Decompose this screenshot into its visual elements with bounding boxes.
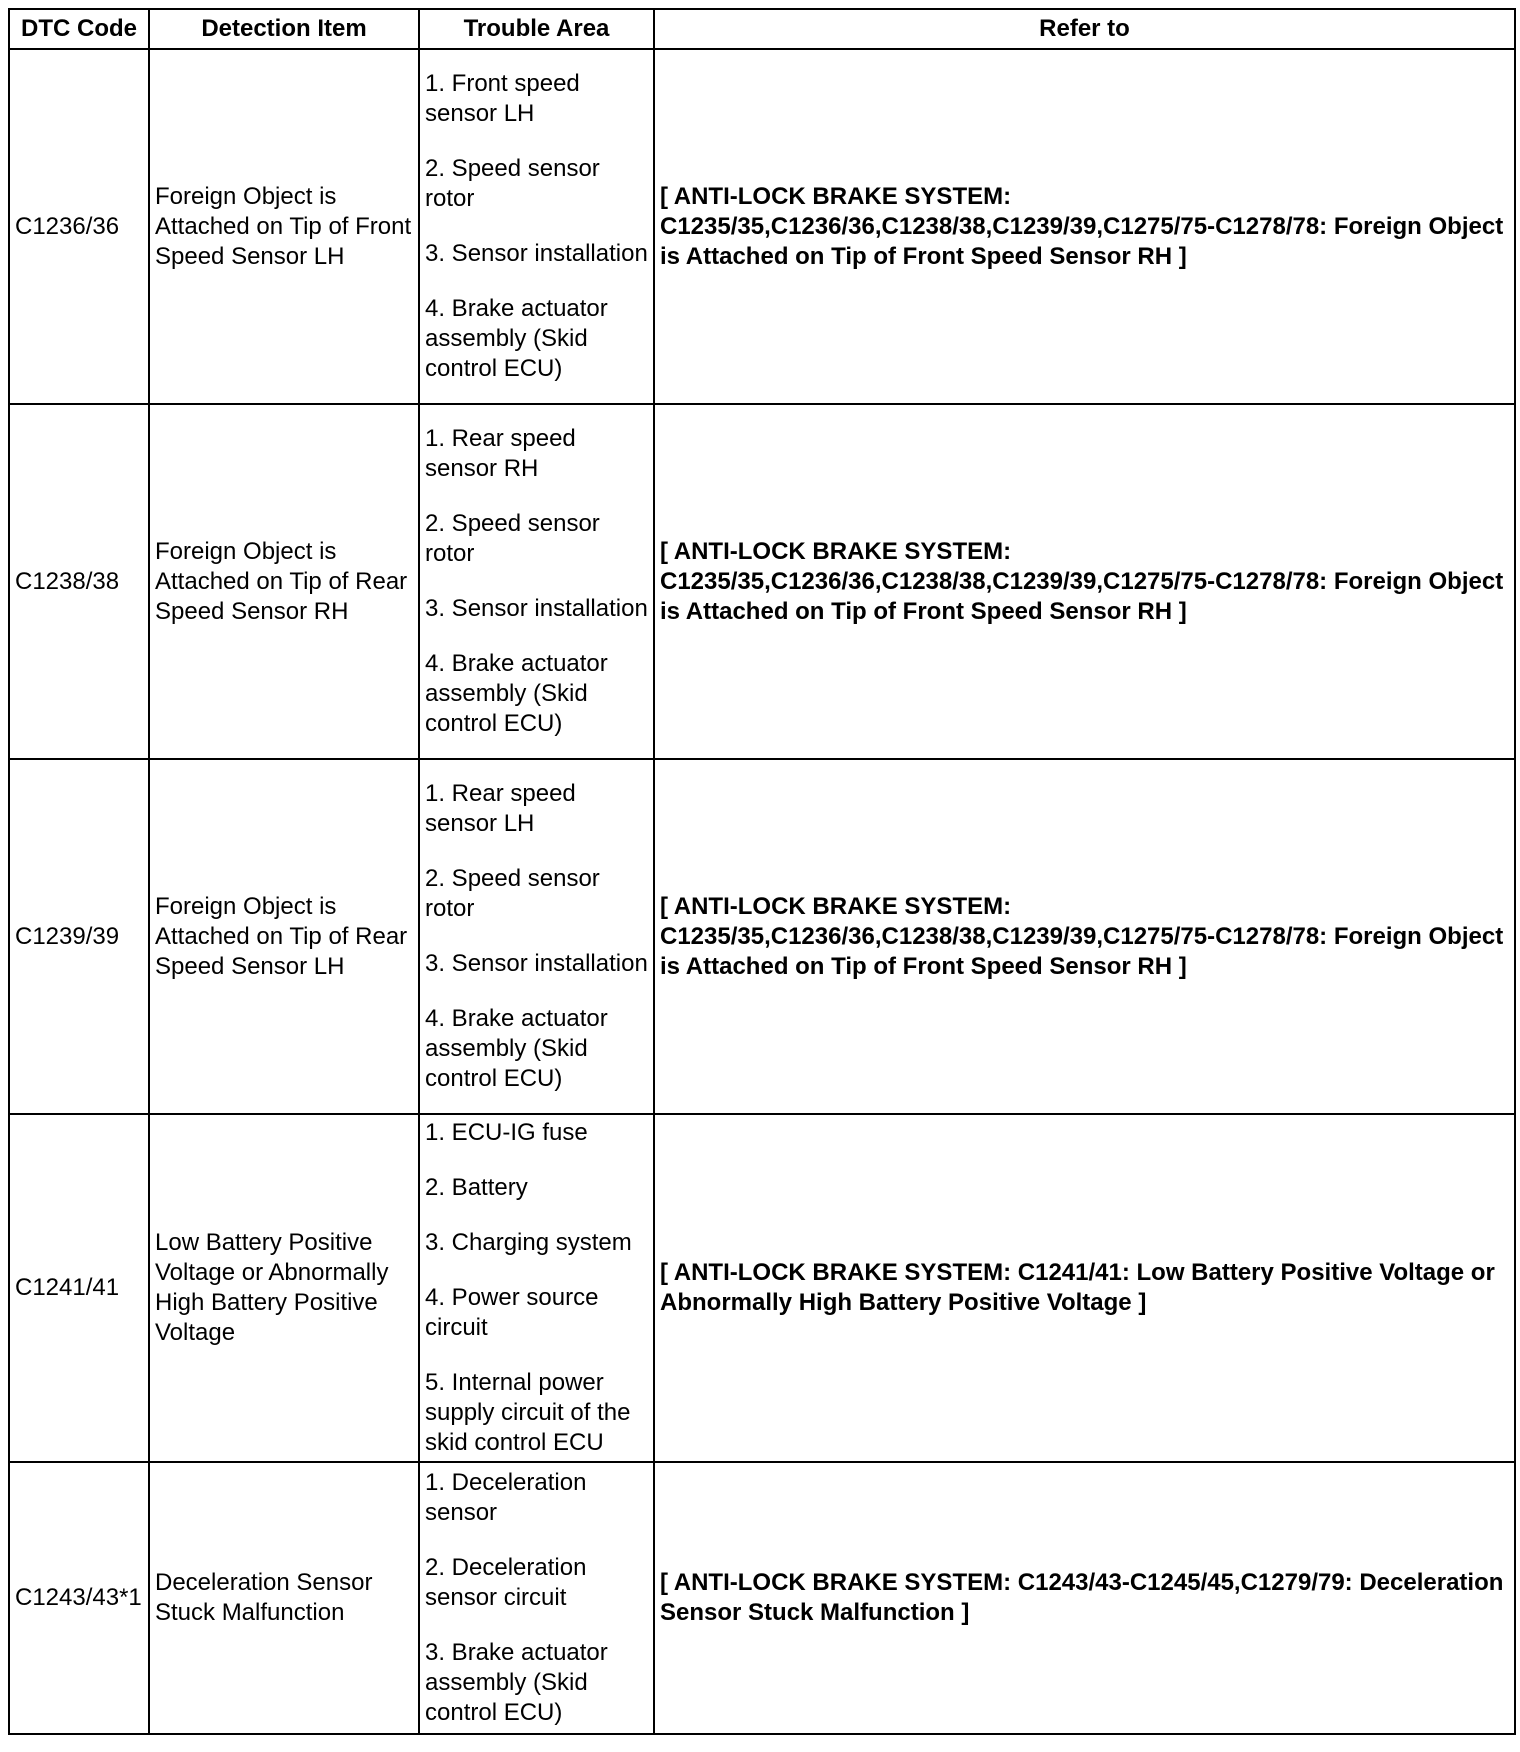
table-row	[9, 759, 1515, 1114]
trouble-area-cell	[419, 759, 654, 1114]
dtc-code-cell: C1238/38	[9, 404, 149, 759]
trouble-area-item: 2. Speed sensor rotor	[425, 155, 600, 212]
dtc-code-cell: C1243/43*1	[9, 1462, 149, 1734]
trouble-area-item: 4. Brake actuator assembly (Skid control ECU)	[425, 650, 608, 737]
detection-item-cell: Foreign Object is Attached on Tip of Rear Speed Sensor LH	[149, 759, 419, 1114]
table-row	[9, 49, 1515, 404]
header-row	[9, 9, 1515, 49]
trouble-area-item: 1. Rear speed sensor RH	[425, 425, 576, 482]
trouble-area-item: 1. Deceleration sensor	[425, 1469, 587, 1526]
dtc-sheet	[8, 8, 1516, 1735]
trouble-area-list	[425, 1118, 648, 1458]
trouble-area-item: 2. Battery	[425, 1174, 528, 1201]
dtc-code-cell: C1236/36	[9, 49, 149, 404]
trouble-area-list	[425, 424, 648, 739]
refer-to-link[interactable]: [ ANTI-LOCK BRAKE SYSTEM: C1235/35,C1236/36,C1238/38,C1239/39,C1275/75-C1278/78: Foreign Object is Attached on Tip of Front Speed Sensor RH ]	[654, 759, 1515, 1114]
trouble-area-item: 2. Deceleration sensor circuit	[425, 1554, 587, 1611]
detection-item-cell: Foreign Object is Attached on Tip of Rear Speed Sensor RH	[149, 404, 419, 759]
trouble-area-item: 3. Charging system	[425, 1229, 632, 1256]
trouble-area-item: 4. Brake actuator assembly (Skid control ECU)	[425, 1005, 608, 1092]
table-row	[9, 1462, 1515, 1734]
trouble-area-cell	[419, 49, 654, 404]
header-detection-item: Detection Item	[149, 9, 419, 49]
trouble-area-item: 4. Power source circuit	[425, 1284, 599, 1341]
trouble-area-item: 3. Brake actuator assembly (Skid control ECU)	[425, 1639, 608, 1726]
trouble-area-item: 2. Speed sensor rotor	[425, 865, 600, 922]
header-trouble-area: Trouble Area	[419, 9, 654, 49]
detection-item-cell: Deceleration Sensor Stuck Malfunction	[149, 1462, 419, 1734]
trouble-area-cell	[419, 1462, 654, 1734]
header-dtc-code: DTC Code	[9, 9, 149, 49]
trouble-area-cell	[419, 404, 654, 759]
trouble-area-item: 1. ECU-IG fuse	[425, 1119, 588, 1146]
trouble-area-item: 3. Sensor installation	[425, 595, 648, 622]
trouble-area-cell	[419, 1114, 654, 1462]
trouble-area-item: 1. Front speed sensor LH	[425, 70, 580, 127]
table-row	[9, 1114, 1515, 1462]
trouble-area-item: 3. Sensor installation	[425, 950, 648, 977]
refer-to-link[interactable]: [ ANTI-LOCK BRAKE SYSTEM: C1241/41: Low Battery Positive Voltage or Abnormally High Battery Positive Voltage ]	[654, 1114, 1515, 1462]
detection-item-cell: Low Battery Positive Voltage or Abnormally High Battery Positive Voltage	[149, 1114, 419, 1462]
table-row	[9, 404, 1515, 759]
trouble-area-list	[425, 779, 648, 1094]
dtc-table	[8, 8, 1516, 1735]
trouble-area-list	[425, 1468, 648, 1728]
header-refer-to: Refer to	[654, 9, 1515, 49]
trouble-area-item: 2. Speed sensor rotor	[425, 510, 600, 567]
trouble-area-item: 4. Brake actuator assembly (Skid control ECU)	[425, 295, 608, 382]
dtc-code-cell: C1241/41	[9, 1114, 149, 1462]
dtc-code-cell: C1239/39	[9, 759, 149, 1114]
refer-to-link[interactable]: [ ANTI-LOCK BRAKE SYSTEM: C1235/35,C1236/36,C1238/38,C1239/39,C1275/75-C1278/78: Foreign Object is Attached on Tip of Front Speed Sensor RH ]	[654, 49, 1515, 404]
detection-item-cell: Foreign Object is Attached on Tip of Front Speed Sensor LH	[149, 49, 419, 404]
refer-to-link[interactable]: [ ANTI-LOCK BRAKE SYSTEM: C1243/43-C1245/45,C1279/79: Deceleration Sensor Stuck Malfunction ]	[654, 1462, 1515, 1734]
refer-to-link[interactable]: [ ANTI-LOCK BRAKE SYSTEM: C1235/35,C1236/36,C1238/38,C1239/39,C1275/75-C1278/78: Foreign Object is Attached on Tip of Front Speed Sensor RH ]	[654, 404, 1515, 759]
trouble-area-item: 1. Rear speed sensor LH	[425, 780, 576, 837]
trouble-area-item: 5. Internal power supply circuit of the skid control ECU	[425, 1369, 631, 1456]
trouble-area-list	[425, 69, 648, 384]
trouble-area-item: 3. Sensor installation	[425, 240, 648, 267]
